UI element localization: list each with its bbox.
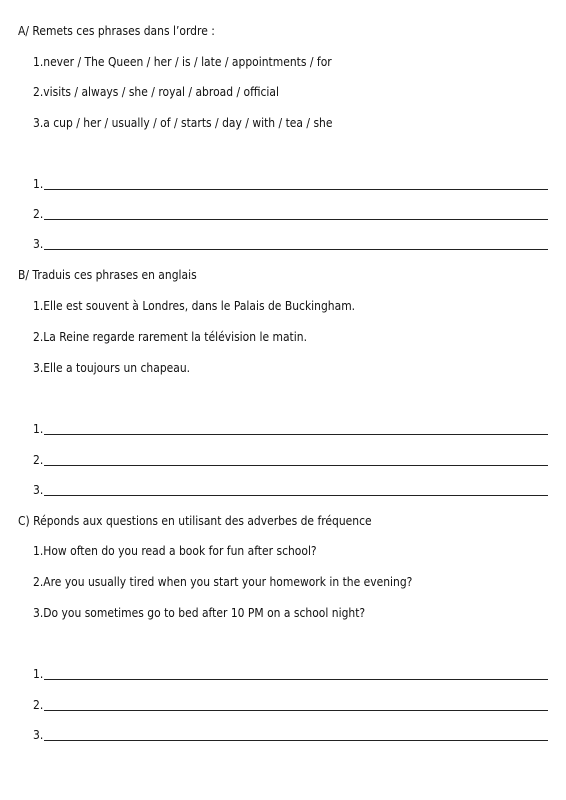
section-c-answer-line-3[interactable] xyxy=(33,727,548,743)
section-a-item-2: 2.visits / always / she / royal / abroad / official xyxy=(33,84,279,99)
answer-number: 2. xyxy=(33,452,44,467)
section-c-item-1: 1.How often do you read a book for fun after school? xyxy=(33,543,317,558)
answer-underline xyxy=(44,219,548,220)
answer-number: 1. xyxy=(33,421,44,436)
section-a-answer-line-2[interactable] xyxy=(33,206,548,222)
section-b-answer-line-2[interactable] xyxy=(33,452,548,468)
answer-number: 3. xyxy=(33,236,44,251)
answer-underline xyxy=(44,189,548,190)
section-a-title: A/ Remets ces phrases dans l’ordre : xyxy=(18,23,215,38)
section-b-answer-line-1[interactable] xyxy=(33,421,548,437)
answer-underline xyxy=(44,249,548,250)
answer-underline xyxy=(44,740,548,741)
answer-number: 3. xyxy=(33,727,44,742)
answer-number: 2. xyxy=(33,697,44,712)
answer-underline xyxy=(44,465,548,466)
section-b-item-2: 2.La Reine regarde rarement la télévision le matin. xyxy=(33,329,307,344)
section-b-item-1: 1.Elle est souvent à Londres, dans le Palais de Buckingham. xyxy=(33,298,356,313)
section-a-item-1: 1.never / The Queen / her / is / late / appointments / for xyxy=(33,54,332,69)
answer-underline xyxy=(44,434,548,435)
answer-underline xyxy=(44,679,548,680)
section-a-item-3: 3.a cup / her / usually / of / starts / day / with / tea / she xyxy=(33,115,333,130)
section-a-answer-line-3[interactable] xyxy=(33,236,548,252)
section-c-answer-line-1[interactable] xyxy=(33,666,548,682)
section-c-title: C) Réponds aux questions en utilisant des adverbes de fréquence xyxy=(18,513,372,528)
answer-number: 3. xyxy=(33,482,44,497)
section-b-item-3: 3.Elle a toujours un chapeau. xyxy=(33,360,191,375)
section-a-answer-line-1[interactable] xyxy=(33,176,548,192)
section-b-title: B/ Traduis ces phrases en anglais xyxy=(18,267,197,282)
section-c-item-3: 3.Do you sometimes go to bed after 10 PM on a school night? xyxy=(33,605,366,620)
section-b-answer-line-3[interactable] xyxy=(33,482,548,498)
answer-number: 1. xyxy=(33,176,44,191)
answer-number: 1. xyxy=(33,666,44,681)
answer-underline xyxy=(44,710,548,711)
answer-number: 2. xyxy=(33,206,44,221)
section-c-item-2: 2.Are you usually tired when you start your homework in the evening? xyxy=(33,574,413,589)
answer-underline xyxy=(44,495,548,496)
section-c-answer-line-2[interactable] xyxy=(33,697,548,713)
